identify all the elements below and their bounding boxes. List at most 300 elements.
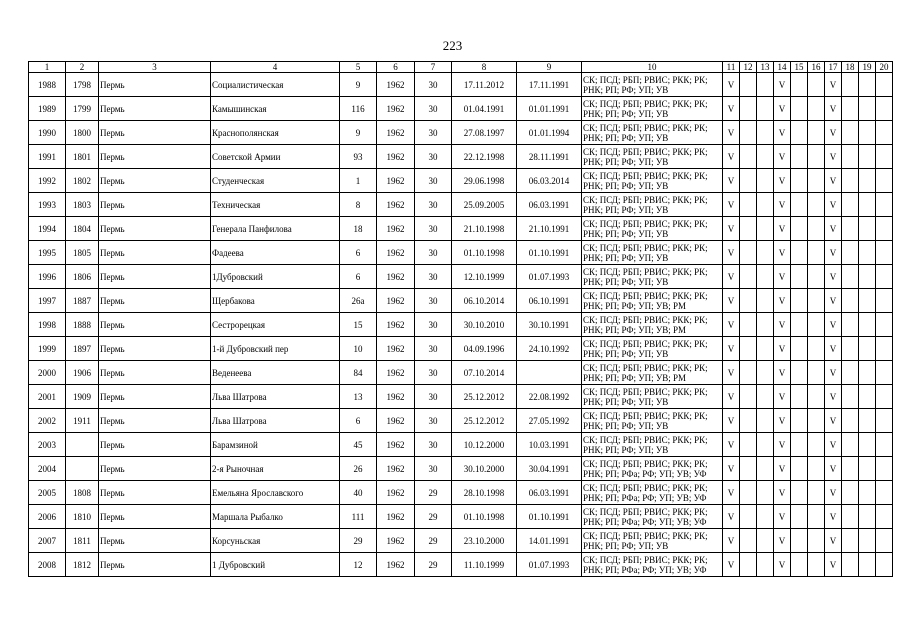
row-number: 1998 xyxy=(29,313,66,337)
mark-cell xyxy=(842,433,859,457)
codes-cell xyxy=(582,193,723,217)
date-cell: 01.10.1998 xyxy=(452,505,517,529)
mark-cell: V xyxy=(825,169,842,193)
column-header: 7 xyxy=(415,62,452,73)
column-header: 1 xyxy=(29,62,66,73)
codes-line: РНК; РП; РФ; УП; УВ xyxy=(583,420,669,431)
street-cell: Веденеева xyxy=(211,361,340,385)
mark-cell: V xyxy=(723,385,740,409)
city-cell: Пермь xyxy=(99,529,211,553)
year-cell: 1962 xyxy=(377,217,415,241)
date-cell: 01.07.1993 xyxy=(517,553,582,577)
mark-cell: V xyxy=(825,241,842,265)
mark-cell xyxy=(757,313,774,337)
column-header: 10 xyxy=(582,62,723,73)
row-number: 2003 xyxy=(29,433,66,457)
mark-cell xyxy=(808,481,825,505)
year-cell: 1962 xyxy=(377,73,415,97)
row-number: 1990 xyxy=(29,121,66,145)
term-cell: 29 xyxy=(415,529,452,553)
mark-cell xyxy=(757,97,774,121)
mark-cell: V xyxy=(825,457,842,481)
date-cell: 04.09.1996 xyxy=(452,337,517,361)
house-cell: 13 xyxy=(340,385,377,409)
mark-cell xyxy=(842,457,859,481)
year-cell: 1962 xyxy=(377,553,415,577)
mark-cell xyxy=(859,193,876,217)
table-row xyxy=(29,289,893,313)
mark-cell: V xyxy=(774,337,791,361)
mark-cell: V xyxy=(825,145,842,169)
mark-cell: V xyxy=(723,529,740,553)
date-cell: 23.10.2000 xyxy=(452,529,517,553)
mark-cell xyxy=(740,409,757,433)
term-cell: 30 xyxy=(415,241,452,265)
mark-cell xyxy=(859,457,876,481)
mark-cell xyxy=(740,193,757,217)
mark-cell: V xyxy=(825,289,842,313)
codes-line: СК; ПСД; РБП; РВИС; РКК; РК; xyxy=(583,386,708,397)
mark-cell: V xyxy=(774,529,791,553)
codes-line: СК; ПСД; РБП; РВИС; РКК; РК; xyxy=(583,194,708,205)
year-cell: 1962 xyxy=(377,121,415,145)
house-cell: 15 xyxy=(340,313,377,337)
codes-line: РНК; РП; РФ; УП; УВ xyxy=(583,84,669,95)
mark-cell xyxy=(757,289,774,313)
year-cell: 1962 xyxy=(377,457,415,481)
year-cell: 1962 xyxy=(377,529,415,553)
mark-cell xyxy=(740,385,757,409)
mark-cell xyxy=(791,193,808,217)
record-id: 1810 xyxy=(66,505,99,529)
mark-cell xyxy=(876,193,893,217)
codes-line: РНК; РП; РФ; УП; УВ xyxy=(583,276,669,287)
mark-cell xyxy=(842,289,859,313)
codes-line: РНК; РП; РФ; УП; УВ xyxy=(583,444,669,455)
mark-cell: V xyxy=(825,529,842,553)
mark-cell: V xyxy=(825,97,842,121)
street-cell: Студенческая xyxy=(211,169,340,193)
term-cell: 30 xyxy=(415,409,452,433)
mark-cell xyxy=(842,169,859,193)
mark-cell xyxy=(859,169,876,193)
mark-cell: V xyxy=(774,385,791,409)
house-cell: 6 xyxy=(340,409,377,433)
mark-cell: V xyxy=(774,409,791,433)
mark-cell xyxy=(757,193,774,217)
term-cell: 30 xyxy=(415,145,452,169)
mark-cell xyxy=(876,289,893,313)
codes-cell xyxy=(582,313,723,337)
codes-line: СК; ПСД; РБП; РВИС; РКК; РК; xyxy=(583,506,708,517)
mark-cell xyxy=(859,433,876,457)
term-cell: 29 xyxy=(415,481,452,505)
mark-cell xyxy=(842,121,859,145)
mark-cell: V xyxy=(825,193,842,217)
mark-cell xyxy=(808,553,825,577)
house-cell: 111 xyxy=(340,505,377,529)
column-header: 13 xyxy=(757,62,774,73)
mark-cell: V xyxy=(723,241,740,265)
mark-cell xyxy=(876,385,893,409)
date-cell: 27.05.1992 xyxy=(517,409,582,433)
street-cell: Барамзиной xyxy=(211,433,340,457)
date-cell: 06.03.1991 xyxy=(517,481,582,505)
date-cell: 06.10.2014 xyxy=(452,289,517,313)
mark-cell xyxy=(876,145,893,169)
codes-cell xyxy=(582,217,723,241)
house-cell: 40 xyxy=(340,481,377,505)
table-row xyxy=(29,433,893,457)
codes-cell xyxy=(582,289,723,313)
mark-cell: V xyxy=(723,193,740,217)
table-row xyxy=(29,121,893,145)
city-cell: Пермь xyxy=(99,553,211,577)
column-header: 18 xyxy=(842,62,859,73)
mark-cell xyxy=(791,289,808,313)
codes-cell xyxy=(582,337,723,361)
codes-line: РНК; РП; РФ; УП; УВ xyxy=(583,108,669,119)
date-cell: 01.10.1991 xyxy=(517,241,582,265)
mark-cell: V xyxy=(825,505,842,529)
row-number: 1996 xyxy=(29,265,66,289)
codes-line: СК; ПСД; РБП; РВИС; РКК; РК; xyxy=(583,170,708,181)
mark-cell: V xyxy=(723,433,740,457)
mark-cell xyxy=(808,505,825,529)
codes-cell xyxy=(582,169,723,193)
date-cell: 01.10.1991 xyxy=(517,505,582,529)
mark-cell xyxy=(876,169,893,193)
record-id xyxy=(66,433,99,457)
mark-cell xyxy=(791,145,808,169)
mark-cell xyxy=(842,385,859,409)
date-cell: 01.01.1991 xyxy=(517,97,582,121)
record-id: 1803 xyxy=(66,193,99,217)
mark-cell xyxy=(876,409,893,433)
date-cell: 21.10.1998 xyxy=(452,217,517,241)
mark-cell xyxy=(876,217,893,241)
term-cell: 30 xyxy=(415,265,452,289)
date-cell: 06.03.2014 xyxy=(517,169,582,193)
table-row xyxy=(29,505,893,529)
row-number: 1991 xyxy=(29,145,66,169)
mark-cell: V xyxy=(723,121,740,145)
house-cell: 26а xyxy=(340,289,377,313)
mark-cell xyxy=(791,529,808,553)
city-cell: Пермь xyxy=(99,265,211,289)
mark-cell xyxy=(740,505,757,529)
mark-cell xyxy=(859,241,876,265)
table-row xyxy=(29,457,893,481)
house-cell: 18 xyxy=(340,217,377,241)
year-cell: 1962 xyxy=(377,409,415,433)
codes-line: СК; ПСД; РБП; РВИС; РКК; РК; xyxy=(583,74,708,85)
codes-cell xyxy=(582,385,723,409)
street-cell: Техническая xyxy=(211,193,340,217)
table-row xyxy=(29,265,893,289)
mark-cell xyxy=(740,289,757,313)
mark-cell xyxy=(876,265,893,289)
mark-cell xyxy=(740,361,757,385)
mark-cell xyxy=(757,505,774,529)
codes-line: СК; ПСД; РБП; РВИС; РКК; РК; xyxy=(583,122,708,133)
column-header: 16 xyxy=(808,62,825,73)
mark-cell xyxy=(808,409,825,433)
mark-cell xyxy=(757,265,774,289)
mark-cell: V xyxy=(723,313,740,337)
mark-cell xyxy=(740,457,757,481)
codes-line: СК; ПСД; РБП; РВИС; РКК; РК; xyxy=(583,98,708,109)
term-cell: 30 xyxy=(415,121,452,145)
record-id: 1911 xyxy=(66,409,99,433)
column-header: 4 xyxy=(211,62,340,73)
house-cell: 93 xyxy=(340,145,377,169)
row-number: 1999 xyxy=(29,337,66,361)
mark-cell xyxy=(859,505,876,529)
year-cell: 1962 xyxy=(377,337,415,361)
house-cell: 9 xyxy=(340,121,377,145)
street-cell: Маршала Рыбалко xyxy=(211,505,340,529)
mark-cell xyxy=(740,337,757,361)
mark-cell: V xyxy=(723,481,740,505)
codes-line: РНК; РП; РФ; УП; УВ xyxy=(583,252,669,263)
house-cell: 6 xyxy=(340,241,377,265)
term-cell: 30 xyxy=(415,433,452,457)
codes-cell xyxy=(582,457,723,481)
house-cell: 6 xyxy=(340,265,377,289)
mark-cell xyxy=(791,481,808,505)
city-cell: Пермь xyxy=(99,385,211,409)
record-id: 1888 xyxy=(66,313,99,337)
house-cell: 9 xyxy=(340,73,377,97)
mark-cell xyxy=(859,121,876,145)
mark-cell: V xyxy=(825,121,842,145)
mark-cell xyxy=(791,553,808,577)
column-header: 8 xyxy=(452,62,517,73)
row-number: 1995 xyxy=(29,241,66,265)
table-row xyxy=(29,73,893,97)
mark-cell xyxy=(791,73,808,97)
mark-cell: V xyxy=(723,457,740,481)
mark-cell xyxy=(740,169,757,193)
mark-cell xyxy=(859,265,876,289)
mark-cell xyxy=(757,145,774,169)
street-cell: Камышинская xyxy=(211,97,340,121)
record-id: 1804 xyxy=(66,217,99,241)
mark-cell: V xyxy=(774,121,791,145)
street-cell: Льва Шатрова xyxy=(211,385,340,409)
mark-cell xyxy=(740,97,757,121)
date-cell: 25.09.2005 xyxy=(452,193,517,217)
mark-cell xyxy=(859,289,876,313)
row-number: 2007 xyxy=(29,529,66,553)
city-cell: Пермь xyxy=(99,505,211,529)
date-cell: 30.10.1991 xyxy=(517,313,582,337)
table-row xyxy=(29,529,893,553)
mark-cell xyxy=(791,457,808,481)
row-number: 2006 xyxy=(29,505,66,529)
mark-cell xyxy=(808,265,825,289)
house-cell: 10 xyxy=(340,337,377,361)
mark-cell xyxy=(859,73,876,97)
house-cell: 1 xyxy=(340,169,377,193)
mark-cell xyxy=(791,385,808,409)
date-cell: 22.12.1998 xyxy=(452,145,517,169)
row-number: 1997 xyxy=(29,289,66,313)
date-cell: 14.01.1991 xyxy=(517,529,582,553)
date-cell xyxy=(517,361,582,385)
city-cell: Пермь xyxy=(99,409,211,433)
mark-cell xyxy=(859,97,876,121)
mark-cell xyxy=(876,121,893,145)
record-id: 1805 xyxy=(66,241,99,265)
table-row xyxy=(29,361,893,385)
mark-cell xyxy=(740,481,757,505)
house-cell: 45 xyxy=(340,433,377,457)
mark-cell xyxy=(757,121,774,145)
table-row xyxy=(29,337,893,361)
year-cell: 1962 xyxy=(377,385,415,409)
date-cell: 01.01.1994 xyxy=(517,121,582,145)
mark-cell xyxy=(740,433,757,457)
record-id: 1799 xyxy=(66,97,99,121)
mark-cell xyxy=(757,361,774,385)
record-id: 1802 xyxy=(66,169,99,193)
codes-line: СК; ПСД; РБП; РВИС; РКК; РК; xyxy=(583,434,708,445)
date-cell: 07.10.2014 xyxy=(452,361,517,385)
city-cell: Пермь xyxy=(99,457,211,481)
table-row xyxy=(29,241,893,265)
term-cell: 30 xyxy=(415,361,452,385)
mark-cell xyxy=(876,361,893,385)
term-cell: 30 xyxy=(415,97,452,121)
codes-line: РНК; РП; РФ; УП; УВ xyxy=(583,132,669,143)
codes-line: СК; ПСД; РБП; РВИС; РКК; РК; xyxy=(583,410,708,421)
term-cell: 30 xyxy=(415,313,452,337)
term-cell: 30 xyxy=(415,193,452,217)
mark-cell xyxy=(808,145,825,169)
mark-cell: V xyxy=(723,409,740,433)
codes-cell xyxy=(582,265,723,289)
date-cell: 22.08.1992 xyxy=(517,385,582,409)
mark-cell xyxy=(757,169,774,193)
mark-cell xyxy=(808,97,825,121)
table-row xyxy=(29,145,893,169)
codes-line: СК; ПСД; РБП; РВИС; РКК; РК; xyxy=(583,554,708,565)
street-cell: Фадеева xyxy=(211,241,340,265)
mark-cell xyxy=(808,313,825,337)
mark-cell xyxy=(808,529,825,553)
term-cell: 29 xyxy=(415,553,452,577)
mark-cell: V xyxy=(723,361,740,385)
table-row xyxy=(29,481,893,505)
mark-cell: V xyxy=(723,73,740,97)
mark-cell xyxy=(842,193,859,217)
record-id: 1887 xyxy=(66,289,99,313)
codes-line: СК; ПСД; РБП; РВИС; РКК; РК; xyxy=(583,314,708,325)
mark-cell xyxy=(876,553,893,577)
city-cell: Пермь xyxy=(99,121,211,145)
mark-cell xyxy=(757,409,774,433)
row-number: 1989 xyxy=(29,97,66,121)
mark-cell xyxy=(842,241,859,265)
row-number: 1988 xyxy=(29,73,66,97)
codes-line: РНК; РП; РФ; УП; УВ xyxy=(583,540,669,551)
term-cell: 29 xyxy=(415,505,452,529)
row-number: 2000 xyxy=(29,361,66,385)
street-cell: Советской Армии xyxy=(211,145,340,169)
mark-cell: V xyxy=(774,97,791,121)
mark-cell xyxy=(757,457,774,481)
mark-cell xyxy=(876,529,893,553)
year-cell: 1962 xyxy=(377,289,415,313)
codes-cell xyxy=(582,433,723,457)
mark-cell xyxy=(791,337,808,361)
mark-cell xyxy=(842,481,859,505)
mark-cell xyxy=(842,529,859,553)
record-id: 1897 xyxy=(66,337,99,361)
mark-cell xyxy=(791,97,808,121)
mark-cell xyxy=(859,553,876,577)
mark-cell xyxy=(876,481,893,505)
street-cell: Генерала Панфилова xyxy=(211,217,340,241)
record-id: 1812 xyxy=(66,553,99,577)
mark-cell xyxy=(757,553,774,577)
city-cell: Пермь xyxy=(99,145,211,169)
mark-cell xyxy=(791,121,808,145)
mark-cell xyxy=(842,97,859,121)
date-cell: 30.10.2010 xyxy=(452,313,517,337)
term-cell: 30 xyxy=(415,169,452,193)
mark-cell xyxy=(808,289,825,313)
date-cell: 10.12.2000 xyxy=(452,433,517,457)
mark-cell: V xyxy=(774,553,791,577)
mark-cell xyxy=(791,409,808,433)
house-cell: 26 xyxy=(340,457,377,481)
codes-line: РНК; РП; РФа; РФ; УП; УВ; УФ xyxy=(583,564,707,575)
city-cell: Пермь xyxy=(99,313,211,337)
mark-cell xyxy=(808,169,825,193)
mark-cell: V xyxy=(825,361,842,385)
column-header: 17 xyxy=(825,62,842,73)
date-cell: 01.07.1993 xyxy=(517,265,582,289)
record-id: 1798 xyxy=(66,73,99,97)
codes-line: СК; ПСД; РБП; РВИС; РКК; РК; xyxy=(583,242,708,253)
codes-line: РНК; РП; РФа; РФ; УП; УВ; УФ xyxy=(583,468,707,479)
mark-cell: V xyxy=(723,145,740,169)
codes-line: СК; ПСД; РБП; РВИС; РКК; РК; xyxy=(583,530,708,541)
mark-cell xyxy=(808,457,825,481)
codes-cell xyxy=(582,409,723,433)
header-row xyxy=(29,62,893,73)
mark-cell xyxy=(859,385,876,409)
mark-cell xyxy=(740,265,757,289)
table-row xyxy=(29,169,893,193)
codes-line: СК; ПСД; РБП; РВИС; РКК; РК; xyxy=(583,458,708,469)
mark-cell xyxy=(876,505,893,529)
term-cell: 30 xyxy=(415,385,452,409)
mark-cell: V xyxy=(774,193,791,217)
mark-cell: V xyxy=(723,169,740,193)
mark-cell xyxy=(842,361,859,385)
codes-line: СК; ПСД; РБП; РВИС; РКК; РК; xyxy=(583,362,708,373)
city-cell: Пермь xyxy=(99,289,211,313)
mark-cell: V xyxy=(774,457,791,481)
year-cell: 1962 xyxy=(377,241,415,265)
mark-cell xyxy=(740,313,757,337)
codes-cell xyxy=(582,481,723,505)
column-header: 2 xyxy=(66,62,99,73)
